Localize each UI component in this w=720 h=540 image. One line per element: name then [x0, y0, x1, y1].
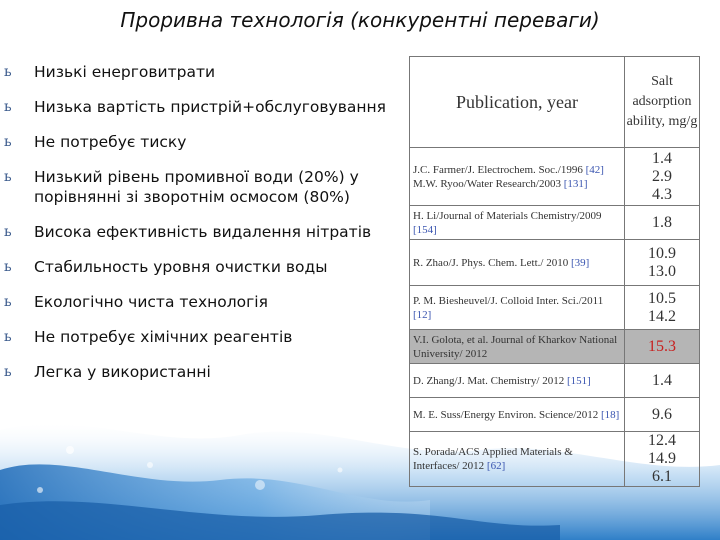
advantage-item [4, 292, 404, 312]
advantage-text: Низький рівень промивної води (20%) у порівнянні зі зворотнім осмосом (80%) [34, 168, 359, 206]
table-row [410, 148, 700, 206]
comparison-table-container [409, 56, 697, 487]
adsorption-value: 10.5 [648, 289, 676, 307]
publication-text: J.C. Farmer/J. Electrochem. Soc./1996 [413, 163, 586, 176]
table-row [410, 432, 700, 487]
publication-cell [410, 240, 625, 286]
slide-title: Проривна технологія (конкурентні переваги) [120, 8, 600, 32]
table-row [410, 206, 700, 240]
adsorption-value-cell [625, 240, 700, 286]
reference-number: [151] [567, 374, 591, 387]
reference-number: [131] [563, 177, 588, 190]
adsorption-value-cell [625, 206, 700, 240]
advantage-item [4, 222, 404, 242]
column-header-salt-adsorption: Salt adsorption ability, mg/g [625, 57, 700, 148]
table-row [410, 398, 700, 432]
advantage-text: Низька вартість пристрій+обслуговування [34, 98, 386, 116]
table-row [410, 286, 700, 330]
table-header-row [410, 57, 700, 148]
adsorption-value: 13.0 [648, 262, 676, 280]
publication-cell [410, 398, 625, 432]
bullet-icon: ь [4, 64, 12, 80]
adsorption-value-cell [625, 432, 700, 487]
publication-cell [410, 364, 625, 398]
bullet-icon: ь [4, 99, 12, 115]
adsorption-value: 12.4 [648, 432, 676, 449]
publication-cell [410, 286, 625, 330]
adsorption-value: 1.8 [652, 213, 672, 231]
table-row [410, 330, 700, 364]
adsorption-value: 1.4 [652, 371, 672, 389]
advantage-item [4, 97, 404, 117]
adsorption-value-cell [625, 398, 700, 432]
advantage-text: Не потребує тиску [34, 133, 187, 151]
bullet-icon: ь [4, 169, 12, 185]
publication-text: M.W. Ryoo/Water Research/2003 [413, 177, 564, 190]
adsorption-value: 9.6 [652, 405, 672, 423]
adsorption-value: 10.9 [648, 244, 676, 262]
publication-cell [410, 148, 625, 206]
column-header-publication: Publication, year [410, 57, 625, 148]
adsorption-value: 14.2 [648, 307, 676, 325]
adsorption-value: 14.9 [648, 450, 676, 467]
advantage-item [4, 257, 404, 277]
adsorption-value-cell [625, 364, 700, 398]
advantage-item [4, 62, 404, 82]
adsorption-value: 15.3 [648, 337, 676, 355]
bullet-icon: ь [4, 224, 12, 240]
reference-number: [154] [413, 223, 437, 236]
bullet-icon: ь [4, 329, 12, 345]
table-body [410, 148, 700, 487]
adsorption-value-cell [625, 148, 700, 206]
salt-adsorption-table [409, 56, 700, 487]
adsorption-value-cell [625, 286, 700, 330]
reference-number: [18] [601, 408, 620, 421]
publication-cell [410, 206, 625, 240]
publication-text: P. M. Biesheuvel/J. Colloid Inter. Sci./2011 [413, 294, 604, 307]
bullet-icon: ь [4, 134, 12, 150]
advantage-item [4, 327, 404, 347]
reference-number: [62] [486, 460, 506, 472]
advantage-text: Висока ефективність видалення нітратів [34, 223, 372, 241]
publication-text: S. Porada/ACS Applied Materials & Interfaces/ 2012 [413, 446, 573, 472]
bullet-icon: ь [4, 364, 12, 380]
advantages-list [4, 62, 404, 397]
reference-number: [39] [570, 256, 590, 269]
adsorption-value: 1.4 [652, 149, 672, 167]
publication-text: M. E. Suss/Energy Environ. Science/2012 [413, 408, 601, 421]
table-row [410, 364, 700, 398]
advantage-item [4, 167, 404, 207]
bullet-icon: ь [4, 294, 12, 310]
reference-number: [12] [413, 308, 432, 321]
advantage-text: Екологічно чиста технологія [34, 293, 268, 311]
adsorption-value-cell [625, 330, 700, 364]
publication-cell [410, 330, 625, 364]
bullet-icon: ь [4, 259, 12, 275]
adsorption-value: 4.3 [652, 185, 672, 203]
advantage-text: Стабильность уровня очистки воды [34, 258, 328, 276]
publication-cell [410, 432, 625, 487]
advantage-item [4, 132, 404, 152]
reference-number: [42] [585, 163, 604, 176]
adsorption-value: 6.1 [652, 468, 672, 485]
advantage-item [4, 362, 404, 382]
publication-text: D. Zhang/J. Mat. Chemistry/ 2012 [413, 374, 567, 387]
publication-text: R. Zhao/J. Phys. Chem. Lett./ 2010 [413, 256, 571, 269]
publication-text: V.I. Golota, et al. Journal of Kharkov National University/ 2012 [413, 333, 618, 360]
table-row [410, 240, 700, 286]
advantage-text: Низькі енерговитрати [34, 63, 216, 81]
advantage-text: Не потребує хімічних реагентів [34, 328, 293, 346]
advantage-text: Легка у використанні [34, 363, 211, 381]
publication-text: H. Li/Journal of Materials Chemistry/2009 [413, 209, 602, 222]
adsorption-value: 2.9 [652, 167, 672, 185]
